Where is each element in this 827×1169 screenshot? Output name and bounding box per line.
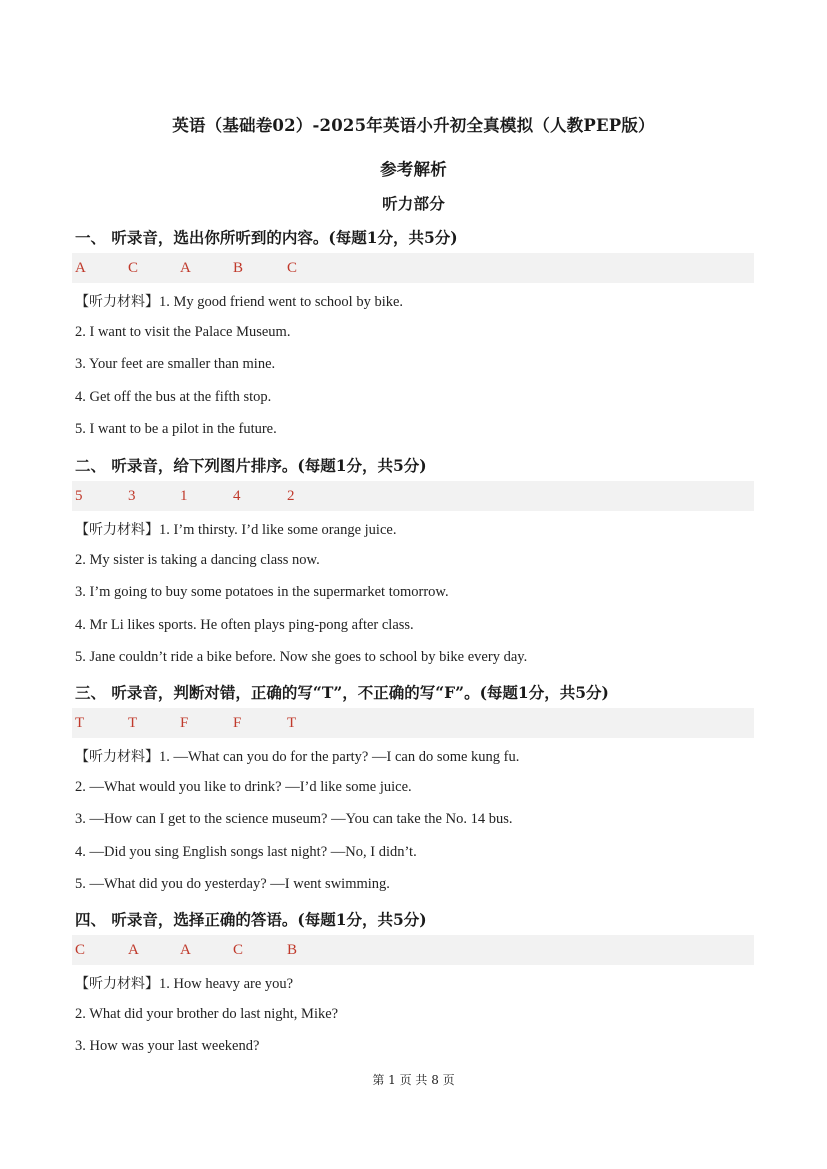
listening-material-tag: 【听力材料】 bbox=[75, 749, 159, 765]
transcript-text: 5. I want to be a pilot in the future. bbox=[75, 421, 277, 437]
transcript-line bbox=[75, 617, 414, 634]
answer-key: A bbox=[75, 260, 86, 276]
answer-key: 3 bbox=[128, 488, 136, 504]
transcript-text: 5. —What did you do yesterday? —I went swimming. bbox=[75, 876, 390, 892]
transcript-line bbox=[75, 876, 390, 893]
section-heading: 四、 听录音，选择正确的答语。(每题1分，共5分) bbox=[75, 910, 427, 929]
answer-key: B bbox=[287, 942, 298, 958]
answer-key: C bbox=[75, 942, 86, 958]
transcript-line bbox=[75, 1006, 338, 1023]
transcript-text: 1. My good friend went to school by bike. bbox=[159, 294, 404, 310]
transcript-text: 2. My sister is taking a dancing class now. bbox=[75, 551, 320, 568]
transcript-line bbox=[75, 421, 277, 438]
answer-key: B bbox=[233, 260, 244, 276]
transcript-line bbox=[75, 389, 271, 406]
transcript-line bbox=[75, 779, 412, 796]
transcript-line bbox=[75, 844, 417, 861]
transcript-text: 4. —Did you sing English songs last night? —No, I didn’t. bbox=[75, 843, 417, 860]
transcript-text: 4. Mr Li likes sports. He often plays ping-pong after class. bbox=[75, 616, 414, 633]
answer-key: 2 bbox=[287, 488, 295, 504]
transcript-text: 5. Jane couldn’t ride a bike before. Now she goes to school by bike every day. bbox=[75, 649, 528, 665]
answer-key: A bbox=[128, 942, 139, 958]
transcript-line bbox=[75, 552, 320, 569]
answer-key: A bbox=[180, 260, 191, 276]
section-heading: 一、 听录音，选出你所听到的内容。(每题1分，共5分) bbox=[75, 228, 458, 247]
page-footer: 第 1 页 共 8 页 bbox=[372, 1073, 455, 1087]
transcript-text: 1. I’m thirsty. I’d like some orange juice. bbox=[159, 522, 397, 538]
transcript-line bbox=[75, 519, 396, 539]
listening-material-tag: 【听力材料】 bbox=[75, 294, 159, 310]
document-title: 英语（基础卷02）-2025年英语小升初全真模拟（人教PEP版） bbox=[172, 116, 655, 135]
answer-key: T bbox=[128, 715, 138, 731]
answer-key: 1 bbox=[180, 488, 188, 504]
transcript-line bbox=[75, 324, 290, 341]
answer-key: 4 bbox=[233, 488, 241, 504]
transcript-line bbox=[75, 811, 512, 828]
transcript-line bbox=[75, 973, 293, 993]
answer-key: 5 bbox=[75, 488, 83, 504]
listening-material-tag: 【听力材料】 bbox=[75, 976, 159, 992]
transcript-line bbox=[75, 291, 403, 311]
transcript-text: 1. —What can you do for the party? —I can do some kung fu. bbox=[159, 749, 520, 765]
transcript-text: 3. —How can I get to the science museum? —You can take the No. 14 bus. bbox=[75, 811, 513, 827]
answer-row bbox=[72, 935, 754, 965]
transcript-text: 1. How heavy are you? bbox=[159, 976, 294, 992]
transcript-text: 3. Your feet are smaller than mine. bbox=[75, 356, 276, 372]
part-heading: 听力部分 bbox=[382, 194, 445, 213]
transcript-text: 4. Get off the bus at the fifth stop. bbox=[75, 388, 272, 405]
transcript-line bbox=[75, 649, 527, 666]
answer-key: F bbox=[233, 715, 242, 731]
transcript-text: 3. I’m going to buy some potatoes in the supermarket tomorrow. bbox=[75, 584, 449, 600]
answer-key: C bbox=[287, 260, 298, 276]
document-subtitle: 参考解析 bbox=[380, 160, 447, 179]
answer-row bbox=[72, 253, 754, 283]
answer-key: C bbox=[233, 942, 244, 958]
answer-key: F bbox=[180, 715, 189, 731]
answer-key: A bbox=[180, 942, 191, 958]
answer-row bbox=[72, 481, 754, 511]
answer-row bbox=[72, 708, 754, 738]
transcript-line bbox=[75, 356, 275, 373]
transcript-line bbox=[75, 584, 449, 601]
transcript-text: 3. How was your last weekend? bbox=[75, 1038, 260, 1054]
answer-key: T bbox=[287, 715, 297, 731]
transcript-line bbox=[75, 746, 519, 766]
section-heading: 三、 听录音，判断对错，正确的写“T”，不正确的写“F”。(每题1分，共5分) bbox=[75, 683, 609, 702]
listening-material-tag: 【听力材料】 bbox=[75, 522, 159, 538]
answer-key: T bbox=[75, 715, 85, 731]
section-heading: 二、 听录音，给下列图片排序。(每题1分，共5分) bbox=[75, 456, 427, 475]
answer-key: C bbox=[128, 260, 139, 276]
transcript-text: 2. I want to visit the Palace Museum. bbox=[75, 323, 291, 340]
transcript-line bbox=[75, 1038, 259, 1055]
transcript-text: 2. What did your brother do last night, Mike? bbox=[75, 1005, 339, 1022]
transcript-text: 2. —What would you like to drink? —I’d like some juice. bbox=[75, 778, 412, 795]
